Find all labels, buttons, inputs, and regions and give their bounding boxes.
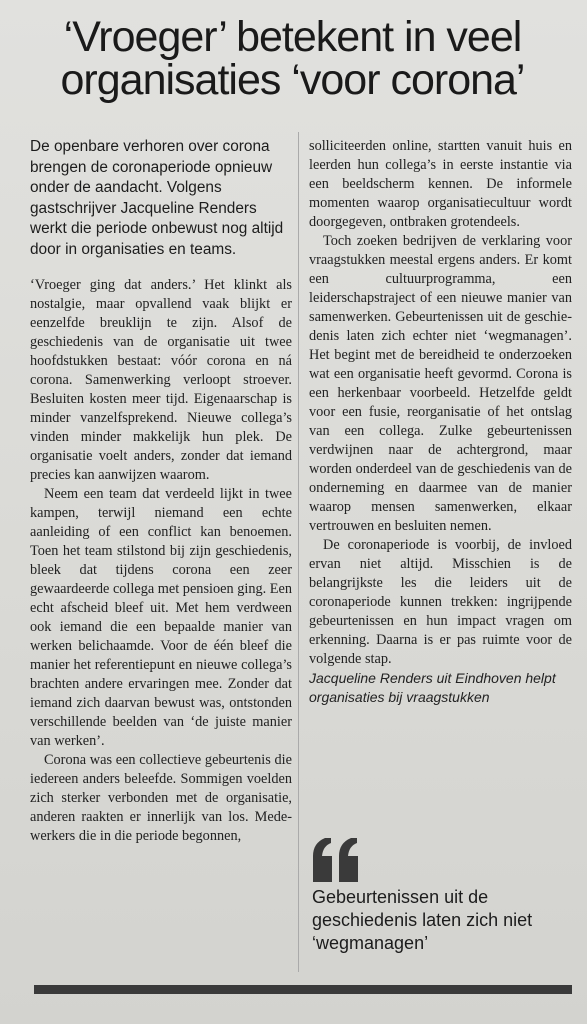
- body-paragraph: De coronaperiode is voorbij, de invloed ervan niet altijd. Misschien is de belangrijkste les die leiders uit de coronaperiode kunnen trekken: ingrijpende gebeurtenissen en hun impact vragen om erkenning. Daarna is er pas ruimte voor de volgende stap.: [309, 537, 572, 667]
- column-divider: [298, 132, 299, 972]
- body-paragraph: Toch zoeken bedrijven de verklaring voor vraagstukken meestal ergens anders. Er komt een cultuurprogramma, een leiderschapstraject of een nieuwe manier van samenwerken. Gebeurtenissen uit de geschiedenis laten zich echter niet ‘wegmanagen’. Het begint met de bereidheid te onderzoeken wat een organisatie heeft gevormd. Corona is een herkenbaar voorbeeld. Hetzelfde geldt voor een fusie, reorganisatie of het ontslag van een collega. Zulke gebeurtenissen verdwijnen naar de achtergrond, maar worden onderdeel van de geschiedenis van de onderneming en daarmee van de manier waarop mensen samenwerken, elkaar vertrouwen en besluiten nemen.: [309, 233, 572, 534]
- body-paragraph: solliciteerden online, startten vanuit huis en leerden hun collega’s in eerste instantie via een beeldscherm kennen. De informele momenten waarop organisatiecultuur wordt doorgegeven, ontbraken grotendeels.: [309, 138, 572, 230]
- right-column: [309, 137, 572, 707]
- intro-paragraph: De openbare verhoren over corona brengen de coronaperiode opnieuw onder de aandacht. Volgens gastschrijver Jacqueline Renders werkt die periode onbewust nog altijd door in organisaties en teams.: [30, 138, 284, 258]
- headline: ‘Vroeger’ betekent in veel organisaties ‘voor corona’: [60, 13, 525, 104]
- body-paragraph: ‘Vroeger ging dat anders.’ Het klinkt als nostalgie, maar opvallend vaak blijkt er eenzelfde breuklijn te zijn. Alsof de geschiedenis van de organisatie uit twee hoofdstukken bestaat: vóór corona en ná corona. Samenwerking verloopt stroever. Besluiten kosten meer tijd. Eigenaarschap is minder vanzelfsprekend. Nieuwe collega’s vinden minder makkelijk hun plek. De organisatie voelt anders, zonder dat iemand precies kan aanwijzen waarom.: [30, 277, 292, 483]
- bottom-rule: [34, 985, 572, 994]
- pull-quote: Gebeurtenissen uit de geschiedenis laten zich niet ‘wegmanagen’: [312, 887, 533, 953]
- body-paragraph: Corona was een collectieve gebeurtenis die iedereen anders beleefde. Sommigen voelden zich sterker verbonden met de organisatie, anderen raakten er innerlijk van los. Medewerkers die in die periode begonnen,: [30, 752, 292, 844]
- body-paragraph: Neem een team dat verdeeld lijkt in twee kampen, terwijl niemand een echte aanleiding of een conflict kan benoemen. Toen het team stilstond bij zijn geschiedenis, bleek dat tijdens corona een zeer gewaardeerde collega met pensioen ging. Een echt afscheid bleef uit. Met hem verdween ook iemand die een bepaalde manier van werken belichaamde. Voor de één bleef die manier het referentiepunt en nieuwe collega’s brachten andere ervaringen mee. Zonder dat iemand zich daarvan bewust was, ontstonden verschillende beelden van ‘de juiste manier van werken’.: [30, 486, 292, 749]
- author-byline: Jacqueline Renders uit Eindhoven helpt organisaties bij vraagstukken: [309, 670, 556, 705]
- quote-mark-icon: [311, 838, 361, 882]
- left-column: [30, 137, 292, 846]
